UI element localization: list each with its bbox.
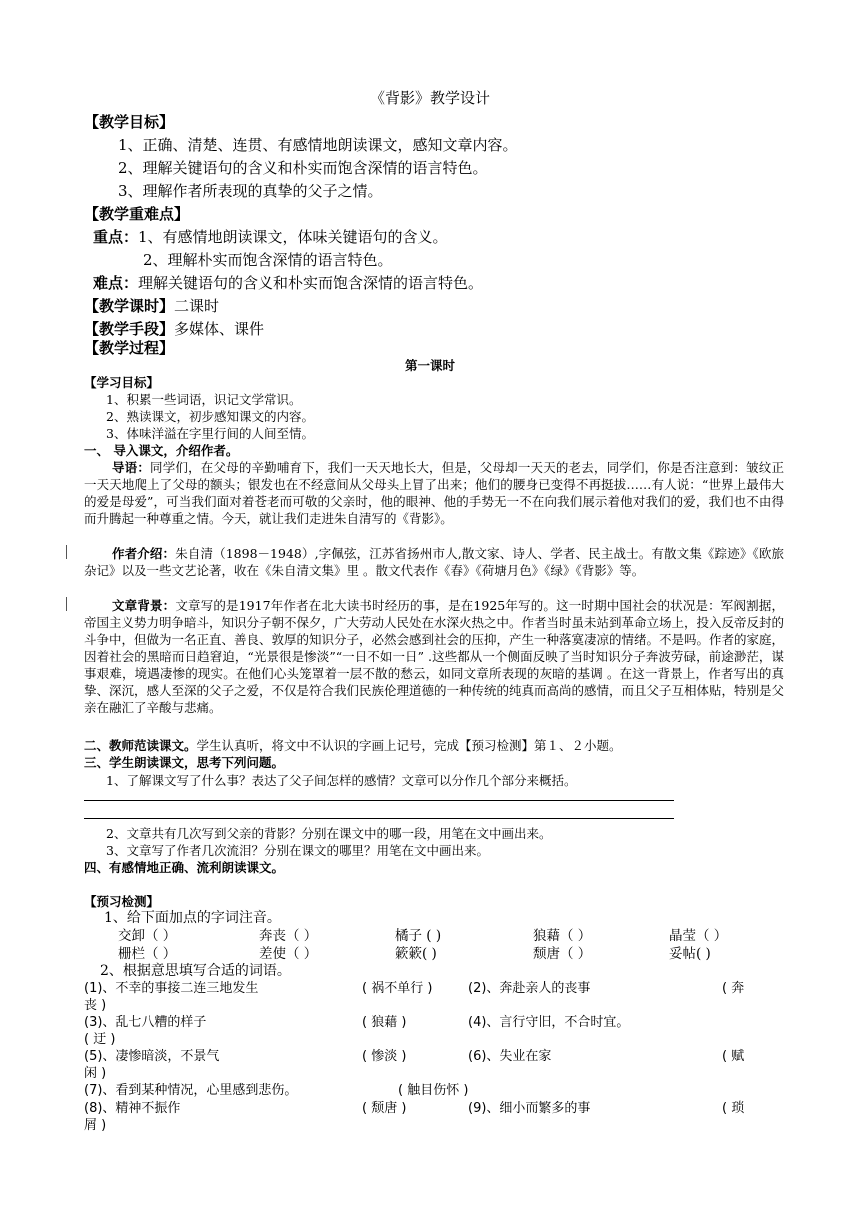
background-paragraph xyxy=(84,597,784,716)
fill-answer: ( 颓唐 ) xyxy=(362,1101,407,1116)
key-point-2: 2、理解朴实而饱含深情的语言特色。 xyxy=(143,251,393,269)
section-1-heading: 一、 导入课文，介绍作者。 xyxy=(84,443,239,458)
revision-bar xyxy=(66,597,67,611)
pinyin-item: 簌簌( ) xyxy=(395,946,437,962)
goals-header: 【教学目标】 xyxy=(84,113,175,131)
revision-bar xyxy=(66,545,67,559)
section-2-label: 二、教师范读课文。 xyxy=(84,738,197,753)
section-3-heading: 三、学生朗读课文，思考下列问题。 xyxy=(84,755,285,770)
fill-answer: 屑 ) xyxy=(84,1118,107,1133)
fill-item: (7)、看到某种情况，心里感到悲伤。 xyxy=(84,1083,298,1098)
document-title: 《背影》教学设计 xyxy=(369,89,490,107)
background-label: 文章背景： xyxy=(112,598,176,613)
fill-item: (3)、乱七八糟的样子 xyxy=(84,1015,207,1030)
fill-answer: ( 祸不单行 ) xyxy=(362,981,433,996)
study-goal: 2、熟读课文，初步感知课文的内容。 xyxy=(106,409,314,424)
process-label: 【教学过程】 xyxy=(84,339,175,357)
lesson-title: 第一课时 xyxy=(404,358,455,373)
intro-text: 同学们，在父母的辛勤哺育下，我们一天天地长大，但是，父母却一天天的老去，同学们，你是否注意到：皱纹正一天天地爬上了父母的额头；银发也在不经意间从父母头上冒了出来；他们的腰身已变得不再挺拔……有人说：“世界上最伟大的爱是母爱”，可当我们面对着苍老而可敬的父亲时，他的眼神、他的手势无一不在向我们展示着他对我们的爱，我们也不由得而升腾起一种尊重之情。今天，就让我们走进朱自清写的《背影》。 xyxy=(84,460,784,526)
fill-answer: 闲 ) xyxy=(84,1066,107,1081)
fill-answer: ( 触目伤怀 ) xyxy=(398,1083,469,1098)
goal-item: 3、理解作者所表现的真挚的父子之情。 xyxy=(118,182,383,200)
preview-header: 【预习检测】 xyxy=(84,894,160,909)
fill-answer: ( 赋 xyxy=(722,1049,745,1064)
pinyin-item: 妥帖( ) xyxy=(669,946,711,962)
background-text: 文章写的是1917年作者在北大读书时经历的事，是在1925年写的。这一时期中国社会的状况是：军阀割据，帝国主义势力明争暗斗，知识分子朝不保夕，广大劳动人民处在水深火热之中。作者当时虽未站到革命立场上，投入反帝反封的斗争中，但做为一名正直、善良、敦厚的知识分子，必然会感到社会的压抑，产生一种落寞凄凉的情绪。不是吗。作者的家庭，因着社会的黑暗而日趋窘迫，“光景很是惨淡”“一日不如一日” .这些都从一个侧面反映了当时知识分子奔波劳碌，前途渺茫，谋事艰难，境遇凄惨的现实。在他们心头笼罩着一层不散的愁云，如同文章所表现的灰暗的基调 。在这一背景上，作者写出的真挚、深沉，感人至深的父子之爱，不仅是符合我们民族伦理道德的一种传统的纯真而高尚的感情，而且父子互相体贴，特别是父亲在融汇了辛酸与悲痛。 xyxy=(84,598,785,715)
preview-question-2: 2、根据意思填写合适的词语。 xyxy=(100,963,291,979)
fill-answer: ( 迂 ) xyxy=(84,1032,116,1047)
fill-item: (4)、言行守旧，不合时宜。 xyxy=(468,1015,630,1030)
section-4-heading: 四、有感情地正确、流利朗读课文。 xyxy=(84,860,285,875)
key-point-1: 1、有感情地朗读课文，体味关键语句的含义。 xyxy=(138,228,448,246)
pinyin-item: 交卸（ ） xyxy=(118,928,177,944)
fill-answer: ( 奔 xyxy=(722,981,745,996)
fill-answer: ( 狼藉 ) xyxy=(362,1015,407,1030)
difficulty-label: 难点： xyxy=(93,274,139,292)
question-3: 3、文章写了作者几次流泪？分别在课文的哪里？用笔在文中画出来。 xyxy=(106,843,489,858)
fill-item: (8)、精神不振作 xyxy=(84,1101,181,1116)
fill-answer: ( 琐 xyxy=(722,1101,745,1116)
difficulty-text: 理解关键语句的含义和朴实而饱含深情的语言特色。 xyxy=(138,274,484,292)
hours-label: 【教学课时】 xyxy=(84,297,175,315)
goal-item: 2、理解关键语句的含义和朴实而饱含深情的语言特色。 xyxy=(118,159,488,177)
fill-answer: 丧 ) xyxy=(84,998,107,1013)
intro-paragraph xyxy=(84,459,784,527)
pinyin-item: 奔丧（ ） xyxy=(259,928,318,944)
author-text: 朱自清（1898－1948）,字佩弦，江苏省扬州市人,散文家、诗人、学者、民主战士。有散文集《踪迹》《欧旅杂记》以及一些文艺论著，收在《朱自清文集》里 。散文代表作《春》《荷塘月色》《绿》《背影》等。 xyxy=(84,546,784,578)
study-goal: 3、体味洋溢在字里行间的人间至情。 xyxy=(106,426,314,441)
fill-item: (9)、细小而繁多的事 xyxy=(468,1101,591,1116)
fill-item: (2)、奔赴亲人的丧事 xyxy=(468,981,591,996)
pinyin-item: 颓唐（ ） xyxy=(533,946,592,962)
study-goals-header: 【学习目标】 xyxy=(84,375,160,390)
answer-line xyxy=(84,818,674,819)
pinyin-item: 栅栏（ ） xyxy=(118,946,177,962)
fill-item: (1)、不幸的事接二连三地发生 xyxy=(84,981,259,996)
pinyin-item: 晶莹（ ） xyxy=(669,928,728,944)
key-label: 重点： xyxy=(93,228,139,246)
keypoints-header: 【教学重难点】 xyxy=(84,205,190,223)
study-goal: 1、积累一些词语，识记文学常识。 xyxy=(106,392,302,407)
question-2: 2、文章共有几次写到父亲的背影？分别在课文中的哪一段，用笔在文中画出来。 xyxy=(106,826,552,841)
pinyin-item: 橘子 ( ) xyxy=(395,928,442,944)
question-1: 1、了解课文写了什么事？表达了父子间怎样的感情？文章可以分作几个部分来概括。 xyxy=(106,773,577,788)
author-paragraph xyxy=(84,545,784,579)
fill-answer: ( 惨淡 ) xyxy=(362,1049,407,1064)
hours-value: 二课时 xyxy=(174,297,220,315)
fill-in-list xyxy=(0,977,860,1137)
intro-label: 导语： xyxy=(112,460,151,475)
pinyin-grid xyxy=(0,924,860,964)
pinyin-item: 差使（ ） xyxy=(259,946,318,962)
means-label: 【教学手段】 xyxy=(84,320,175,338)
pinyin-item: 狼藉（ ） xyxy=(533,928,592,944)
preview-question-1: 1、给下面加点的字词注音。 xyxy=(104,910,281,926)
fill-item: (5)、凄惨暗淡，不景气 xyxy=(84,1049,220,1064)
answer-line xyxy=(84,800,674,801)
fill-item: (6)、失业在家 xyxy=(468,1049,552,1064)
section-2-text: 学生认真听，将文中不认识的字画上记号，完成【预习检测】第１、２小题。 xyxy=(196,738,622,753)
means-value: 多媒体、课件 xyxy=(174,320,265,338)
author-label: 作者介绍： xyxy=(112,546,176,561)
goal-item: 1、正确、清楚、连贯、有感情地朗读课文，感知文章内容。 xyxy=(118,136,518,154)
